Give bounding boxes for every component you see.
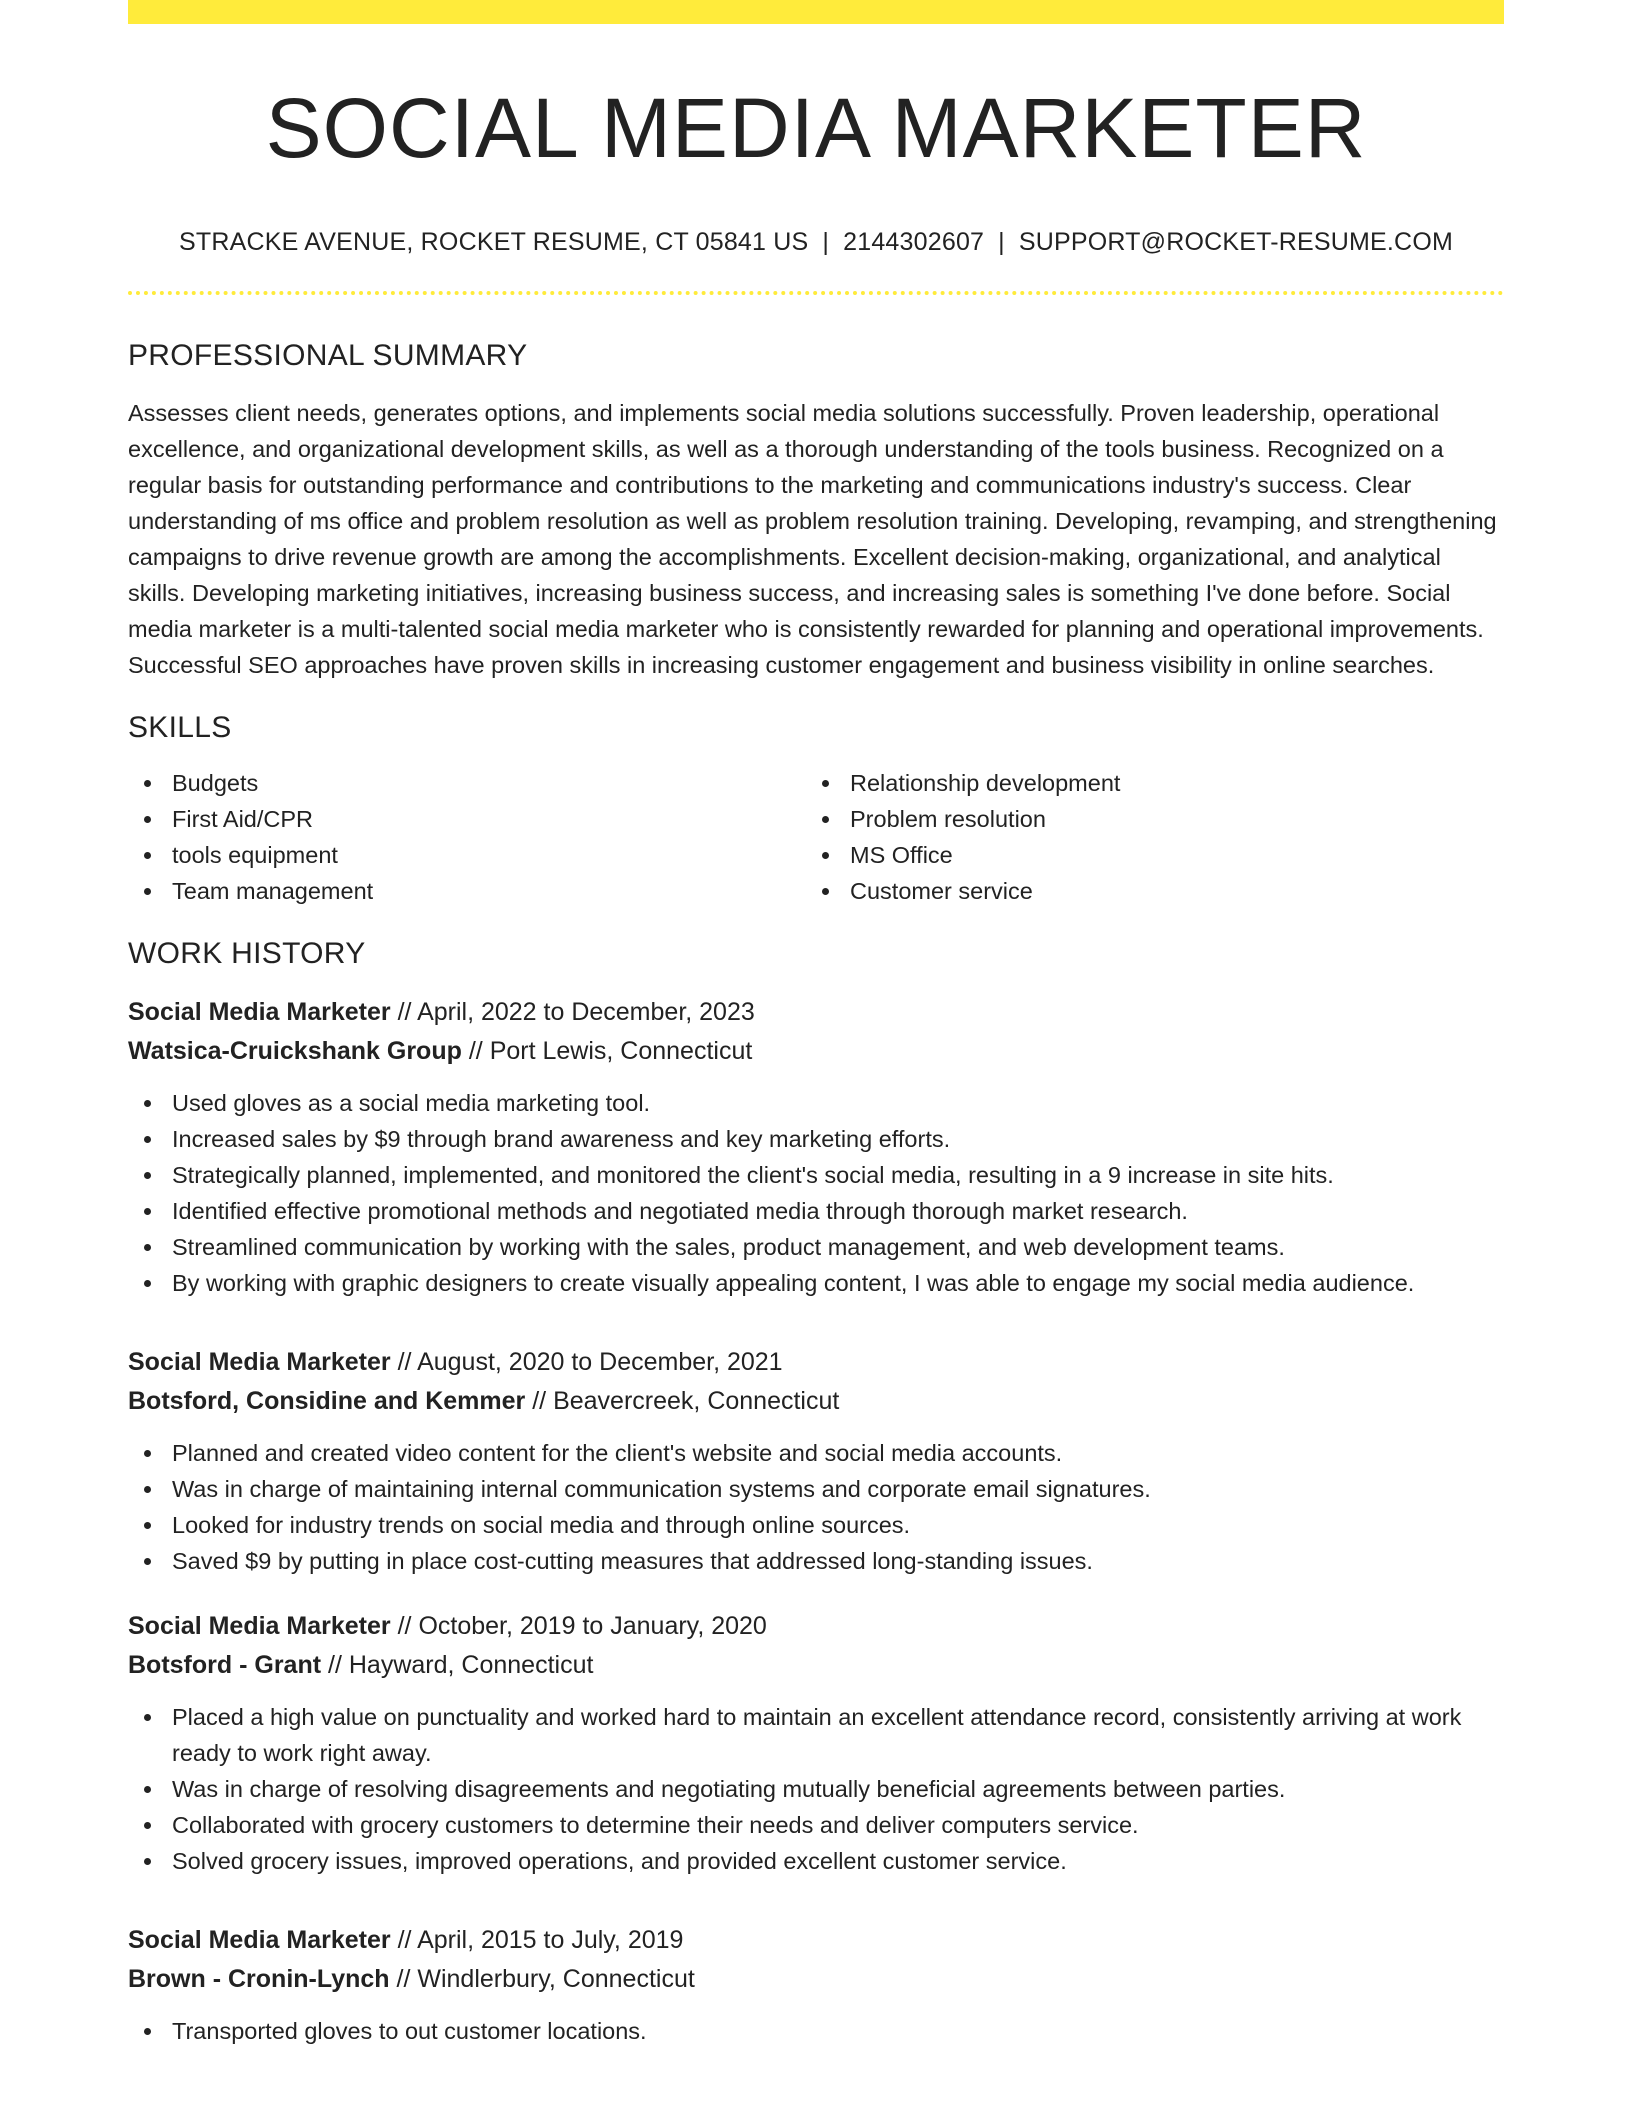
job-separator: //	[397, 1926, 412, 1955]
job-entry	[128, 1921, 1504, 2049]
job-role-line	[128, 1921, 1504, 1960]
job-location: Windlerbury, Connecticut	[417, 1965, 695, 1994]
job-separator: //	[532, 1387, 547, 1416]
job-bullet: Solved grocery issues, improved operations, and provided excellent customer service.	[128, 1843, 1504, 1879]
job-bullet: Collaborated with grocery customers to determine their needs and deliver computers service.	[128, 1807, 1504, 1843]
contact-line	[128, 228, 1504, 257]
job-entry	[128, 1343, 1504, 1579]
resume-name: SOCIAL MEDIA MARKETER	[265, 81, 1367, 175]
job-company-line	[128, 1646, 1504, 1685]
job-separator: //	[397, 1348, 412, 1377]
job-role-line	[128, 1343, 1504, 1382]
job-bullets	[128, 1085, 1504, 1301]
job-dates: April, 2015 to July, 2019	[417, 1926, 684, 1955]
contact-separator: |	[998, 228, 1005, 257]
job-role: Social Media Marketer	[128, 1926, 391, 1955]
skill-item: First Aid/CPR	[128, 801, 806, 837]
skill-item: MS Office	[806, 837, 1484, 873]
skill-item: Relationship development	[806, 765, 1484, 801]
accent-bar	[128, 0, 1504, 24]
job-separator: //	[397, 1612, 412, 1641]
job-role: Social Media Marketer	[128, 1348, 391, 1377]
job-entry	[128, 1607, 1504, 1879]
contact-separator: |	[822, 228, 830, 257]
job-dates: August, 2020 to December, 2021	[417, 1348, 783, 1377]
job-bullet: Placed a high value on punctuality and worked hard to maintain an excellent attendance record, consistently arriving at work ready to work right away.	[128, 1699, 1504, 1771]
contact-phone: 2144302607	[843, 228, 985, 257]
job-separator: //	[328, 1651, 342, 1680]
job-entry	[128, 993, 1504, 1301]
job-bullets	[128, 1435, 1504, 1579]
job-bullet: Planned and created video content for the client's website and social media accounts.	[128, 1435, 1504, 1471]
summary-heading: PROFESSIONAL SUMMARY	[128, 339, 528, 373]
job-bullet: Looked for industry trends on social media and through online sources.	[128, 1507, 1504, 1543]
skill-item: Problem resolution	[806, 801, 1484, 837]
job-bullet: Transported gloves to out customer locations.	[128, 2013, 1504, 2049]
skills-column-right	[806, 765, 1484, 909]
contact-address: STRACKE AVENUE, ROCKET RESUME, CT 05841 US	[178, 228, 809, 257]
job-company-line	[128, 1032, 1504, 1071]
dotted-divider	[128, 291, 1504, 295]
job-role: Social Media Marketer	[128, 1612, 391, 1641]
resume-page	[128, 0, 1504, 2049]
job-role-line	[128, 1607, 1504, 1646]
job-company: Botsford - Grant	[128, 1651, 322, 1680]
job-separator: //	[396, 1965, 411, 1994]
job-bullets	[128, 1699, 1504, 1879]
skills-list	[128, 765, 1504, 909]
job-role-line	[128, 993, 1504, 1032]
job-bullet: By working with graphic designers to create visually appealing content, I was able to engage my social media audience.	[128, 1265, 1504, 1301]
job-role: Social Media Marketer	[128, 998, 391, 1027]
work-history-heading: WORK HISTORY	[128, 937, 366, 971]
job-dates: October, 2019 to January, 2020	[418, 1612, 767, 1641]
skill-item: Team management	[128, 873, 806, 909]
job-bullet: Streamlined communication by working with the sales, product management, and web development teams.	[128, 1229, 1504, 1265]
summary-text: Assesses client needs, generates options, and implements social media solutions successfully. Proven leadership, operational excellence, and organizational development skills, as well as a thorough understanding of the tools business. Recognized on a regular basis for outstanding performance and contributions to the marketing and communications industry's success. Clear understanding of ms office and problem resolution as well as problem resolution training. Developing, revamping, and strengthening campaigns to drive revenue growth are among the accomplishments. Excellent decision-making, organizational, and analytical skills. Developing marketing initiatives, increasing business success, and increasing sales is something I've done before. Social media marketer is a multi-talented social media marketer who is consistently rewarded for planning and operational improvements. Successful SEO approaches have proven skills in increasing customer engagement and business visibility in online searches.	[128, 400, 1497, 679]
job-bullets	[128, 2013, 1504, 2049]
job-bullet: Increased sales by $9 through brand awareness and key marketing efforts.	[128, 1121, 1504, 1157]
job-location: Hayward, Connecticut	[348, 1651, 594, 1680]
contact-email: SUPPORT@ROCKET-RESUME.COM	[1018, 228, 1453, 257]
job-location: Beavercreek, Connecticut	[553, 1387, 840, 1416]
skill-item: Customer service	[806, 873, 1484, 909]
job-company-line	[128, 1382, 1504, 1421]
job-bullet: Identified effective promotional methods and negotiated media through thorough market research.	[128, 1193, 1504, 1229]
job-dates: April, 2022 to December, 2023	[417, 998, 755, 1027]
job-bullet: Was in charge of resolving disagreements and negotiating mutually beneficial agreements between parties.	[128, 1771, 1504, 1807]
job-location: Port Lewis, Connecticut	[489, 1037, 753, 1066]
job-bullet: Was in charge of maintaining internal communication systems and corporate email signatures.	[128, 1471, 1504, 1507]
job-bullet: Strategically planned, implemented, and monitored the client's social media, resulting in a 9 increase in site hits.	[128, 1157, 1504, 1193]
skills-heading: SKILLS	[128, 711, 232, 745]
job-separator: //	[397, 998, 412, 1027]
skill-item: tools equipment	[128, 837, 806, 873]
job-company: Brown - Cronin-Lynch	[128, 1965, 390, 1994]
job-bullet: Saved $9 by putting in place cost-cutting measures that addressed long-standing issues.	[128, 1543, 1504, 1579]
job-separator: //	[468, 1037, 483, 1066]
job-company: Botsford, Considine and Kemmer	[128, 1387, 526, 1416]
skills-column-left	[128, 765, 806, 909]
skill-item: Budgets	[128, 765, 806, 801]
job-company-line	[128, 1960, 1504, 1999]
job-bullet: Used gloves as a social media marketing tool.	[128, 1085, 1504, 1121]
job-company: Watsica-Cruickshank Group	[128, 1037, 462, 1066]
